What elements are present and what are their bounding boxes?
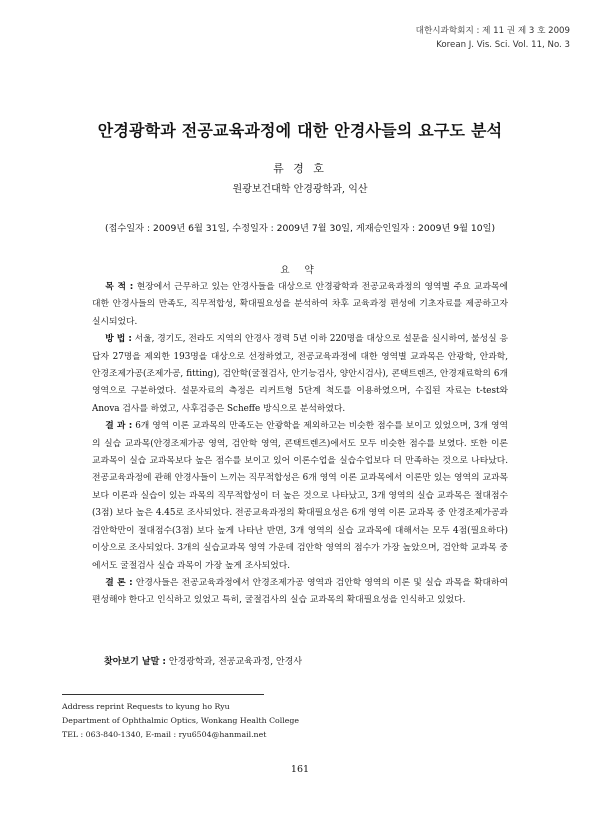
correspondence-line-1: Address reprint Requests to kyung ho Ryu bbox=[62, 702, 230, 711]
author-affiliation: 원광보건대학 안경광학과, 익산 bbox=[232, 184, 368, 195]
keywords-value: 안경광학과, 전공교육과정, 안경사 bbox=[166, 657, 303, 667]
conclusion-label: 결 론 : bbox=[105, 577, 133, 588]
result-label: 결 과 : bbox=[105, 421, 133, 432]
correspondence-line-2: Department of Ophthalmic Optics, Wonkang Health College bbox=[62, 716, 299, 725]
abstract-purpose bbox=[92, 279, 508, 331]
keywords bbox=[104, 654, 302, 667]
abstract-conclusion bbox=[92, 575, 508, 610]
purpose-text: 현장에서 근무하고 있는 안경사들을 대상으로 안경광학과 전공교육과정의 영역별 주요 교과목에 대한 안경사들의 만족도, 직무적합성, 확대필요성을 분석하여 차후 교육과정 편성에 기초자료를 제공하고자 실시되었다. bbox=[92, 282, 508, 327]
journal-header bbox=[416, 24, 570, 52]
correspondence-note bbox=[62, 700, 299, 742]
keywords-label: 찾아보기 낱말 : bbox=[104, 657, 167, 667]
page-number: 161 bbox=[290, 764, 310, 775]
journal-korean: 대한시과학회지 : 제 11 권 제 3 호 2009 bbox=[415, 26, 570, 36]
submission-dates: (접수일자 : 2009년 6월 31일, 수정일자 : 2009년 7월 30일, 게재승인일자 : 2009년 9월 10일) bbox=[104, 223, 496, 234]
abstract-heading: 요 약 bbox=[280, 265, 320, 276]
purpose-label: 목 적 : bbox=[105, 282, 134, 292]
abstract-method bbox=[92, 331, 508, 418]
method-label: 방 법 : bbox=[105, 334, 132, 345]
author-name: 류 경 호 bbox=[273, 162, 327, 175]
correspondence-line-3: TEL : 063-840-1340, E-mail : ryu6504@hanmail.net bbox=[62, 730, 267, 739]
abstract-result bbox=[92, 418, 508, 575]
method-text: 서울, 경기도, 전라도 지역의 안경사 경력 5년 이하 220명을 대상으로 설문을 실시하여, 불성실 응답자 27명을 제외한 193명을 대상으로 선정하였고, 전공교육과정에 대한 영역별 교과목은 안광학, 안과학, 안경조제가공(조제가공, fitting), 검안학(굴절검사, 안기능검사, 양안시검사), 콘택트렌즈, 안경재료학의 6개 영역으로 구분하였다. 설문자료의 측정은 리커트형 5단계 척도를 이용하였으며, 수집된 자료는 t-test와 Anova 검사를 하였고, 사후검증은 Scheffe 방식으로 분석하였다. bbox=[92, 334, 508, 414]
conclusion-text: 안경사들은 전공교육과정에서 안경조제가공 영역과 검안학 영역의 이론 및 실습 과목을 확대하여 편성해야 한다고 인식하고 있었고 특히, 굴절검사의 실습 교과목의 확대필요성을 인식하고 있었다. bbox=[92, 577, 508, 606]
footnote-divider bbox=[62, 694, 264, 695]
result-text: 6개 영역 이론 교과목의 만족도는 안광학을 제외하고는 비슷한 점수를 보이고 있었으며, 3개 영역의 실습 교과목(안경조제가공 영역, 검안학 영역, 콘택트렌즈)에서도 모두 비슷한 점수를 보였다. 또한 이론 교과목이 실습 교과목보다 높은 점수를 보이고 있어 이론수업을 실습수업보다 더 만족하는 것으로 나타났다. 전공교육과정에 관해 안경사들이 느끼는 직무적합성은 6개 영역 이론 교과목에서 이론만 있는 영역의 교과목보다 이론과 실습이 있는 과목의 직무적합성이 더 높은 것으로 나타났고, 3개 영역의 실습 교과목은 절대점수(3점) 보다 높은 4.45로 조사되었다. 전공교육과정의 확대필요성은 6개 영역 이론 교과목 중 안경조제가공과 검안학만이 절대점수(3점) 보다 높게 나타난 반면, 3개 영역의 실습 교과목에 대해서는 모두 4점(필요하다) 이상으로 조사되었다. 3개의 실습교과목 영역 가운데 검안학 영역의 점수가 가장 높았으며, 검안학 교과목 중에서도 굴절검사 실습 과목이 가장 높게 조사되었다. bbox=[92, 421, 508, 571]
paper-title: 안경광학과 전공교육과정에 대한 안경사들의 요구도 분석 bbox=[97, 121, 503, 140]
abstract-body bbox=[92, 279, 508, 610]
journal-english: Korean J. Vis. Sci. Vol. 11, No. 3 bbox=[436, 40, 570, 50]
